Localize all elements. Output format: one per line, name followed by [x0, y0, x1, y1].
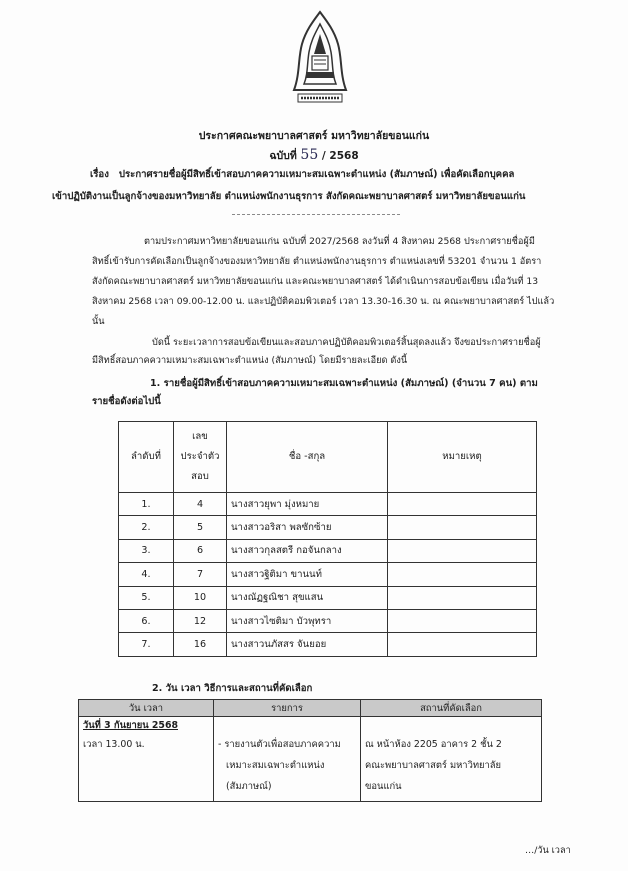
schedule-date: วันที่ 3 กันยายน 2568: [83, 720, 179, 731]
cell-name: นางสาวอริสา พลซักซ้าย: [227, 516, 388, 539]
schedule-place-line: ณ หน้าห้อง 2205 อาคาร 2 ชั้น 2: [365, 739, 502, 750]
cell-remark: [388, 563, 537, 586]
header-exam-no-line: เลข: [192, 431, 208, 442]
cell-remark: [388, 586, 537, 609]
cell-remark: [388, 609, 537, 632]
paragraph-1: [92, 232, 572, 332]
cell-order: 2.: [119, 516, 174, 539]
schedule-time: เวลา 13.00 น.: [83, 739, 145, 750]
para1-line: สิงหาคม 2568 เวลา 09.00-12.00 น. และปฏิบัติคอมพิวเตอร์ เวลา 13.30-16.30 น. ณ คณะพยาบาลศาสตร์ ไปแล้ว: [92, 296, 555, 307]
schedule-item-line: - รายงานตัวเพื่อสอบภาคความ: [218, 739, 341, 750]
cell-datetime: [79, 717, 214, 802]
cell-order: 5.: [119, 586, 174, 609]
continuation-note: …/วัน เวลา: [525, 845, 571, 856]
issue-prefix: ฉบับที่: [269, 150, 297, 162]
cell-name: นางสาวยุพา มุ่งหมาย: [227, 493, 388, 516]
cell-order: 1.: [119, 493, 174, 516]
candidate-table: [118, 421, 537, 657]
table-row: [119, 563, 537, 586]
section-2-heading: 2. วัน เวลา วิธีการและสถานที่คัดเลือก: [152, 683, 313, 694]
header-order: ลำดับที่: [119, 422, 174, 493]
schedule-place-line: คณะพยาบาลศาสตร์ มหาวิทยาลัยขอนแก่น: [365, 760, 502, 792]
university-emblem-icon: [284, 10, 356, 114]
section-1-heading: [92, 375, 592, 411]
section-1-line: รายชื่อดังต่อไปนี้: [92, 396, 161, 407]
spacer: [83, 755, 209, 801]
cell-remark: [388, 516, 537, 539]
spacer: [365, 717, 537, 734]
cell-remark: [388, 493, 537, 516]
para2-line: บัดนี้ ระยะเวลาการสอบข้อเขียนและสอบภาคปฏิบัติคอมพิวเตอร์สิ้นสุดลงแล้ว จึงขอประกาศรายชื่อผู้: [152, 337, 541, 348]
cell-remark: [388, 633, 537, 656]
schedule-header-row: [79, 700, 542, 717]
para1-line: สิทธิ์เข้ารับการคัดเลือกเป็นลูกจ้างของมหาวิทยาลัย ตำแหน่งพนักงานธุรการ ตำแหน่งเลขที่ 53201 จำนวน 1 อัตรา: [92, 256, 542, 267]
cell-name: นางสาวนภัสสร จันยอย: [227, 633, 388, 656]
subject-line-2: เข้าปฏิบัติงานเป็นลูกจ้างของมหาวิทยาลัย ตำแหน่งพนักงานธุรการ สังกัดคณะพยาบาลศาสตร์ มหาวิทยาลัยขอนแก่น: [52, 191, 526, 202]
issue-suffix: / 2568: [321, 150, 359, 162]
table-row: [119, 516, 537, 539]
cell-exam-no: 5: [174, 516, 227, 539]
cell-exam-no: 12: [174, 609, 227, 632]
cell-item: [214, 717, 361, 802]
header-datetime: วัน เวลา: [79, 700, 214, 717]
section-1-line: 1. รายชื่อผู้มีสิทธิ์เข้าสอบภาคความเหมาะสมเฉพาะตำแหน่ง (สัมภาษณ์) (จำนวน 7 คน) ตาม: [150, 378, 538, 389]
spacer: [218, 717, 356, 734]
cell-order: 6.: [119, 609, 174, 632]
table-row: [119, 609, 537, 632]
schedule-table: [78, 699, 542, 802]
announcement-issue: [0, 147, 628, 164]
header-item: รายการ: [214, 700, 361, 717]
cell-name: นางสาวกุลสตรี กอจันกลาง: [227, 539, 388, 562]
cell-name: นางณัฏฐณิชา สุขแสน: [227, 586, 388, 609]
subject-text-1: ประกาศรายชื่อผู้มีสิทธิ์เข้าสอบภาคความเหมาะสมเฉพาะตำแหน่ง (สัมภาษณ์) เพื่อคัดเลือกบุคคล: [118, 169, 515, 180]
cell-remark: [388, 539, 537, 562]
table-row: [119, 586, 537, 609]
cell-place: [361, 717, 542, 802]
subject-label: เรื่อง: [90, 169, 109, 180]
table-row: [119, 539, 537, 562]
para2-line: มีสิทธิ์สอบภาคความเหมาะสมเฉพาะตำแหน่ง (สัมภาษณ์) โดยมีรายละเอียด ดังนี้: [92, 355, 408, 366]
header-exam-no-line: ประจำตัว: [180, 451, 220, 462]
table-header-row: [119, 422, 537, 493]
cell-exam-no: 10: [174, 586, 227, 609]
cell-exam-no: 6: [174, 539, 227, 562]
schedule-item-line: (สัมภาษณ์): [226, 781, 272, 792]
cell-order: 3.: [119, 539, 174, 562]
para1-line: สังกัดคณะพยาบาลศาสตร์ มหาวิทยาลัยขอนแก่น และคณะพยาบาลศาสตร์ ได้ดำเนินการสอบข้อเขียน เมื่อวันที่ 13: [92, 276, 539, 287]
schedule-item-line: เหมาะสมเฉพาะตำแหน่ง: [226, 760, 325, 771]
cell-name: นางสาวไซติมา บัวพุทรา: [227, 609, 388, 632]
announcement-title: ประกาศคณะพยาบาลศาสตร์ มหาวิทยาลัยขอนแก่น: [198, 130, 430, 142]
subject-line-1: [90, 164, 590, 186]
subject-block: [52, 164, 590, 208]
table-row: [119, 633, 537, 656]
header-exam-no-line: สอบ: [191, 471, 209, 482]
header-exam-no: [174, 422, 227, 493]
para1-line: ตามประกาศมหาวิทยาลัยขอนแก่น ฉบับที่ 2027/2568 ลงวันที่ 4 สิงหาคม 2568 ประกาศรายชื่อผู้มี: [144, 236, 535, 247]
paragraph-2: [92, 334, 572, 370]
schedule-row: [79, 717, 542, 802]
para1-line: นั้น: [92, 316, 105, 327]
separator-line: [232, 214, 400, 215]
issue-number-handwritten: 55: [300, 147, 319, 163]
cell-order: 4.: [119, 563, 174, 586]
cell-exam-no: 16: [174, 633, 227, 656]
cell-exam-no: 7: [174, 563, 227, 586]
header-remark: หมายเหตุ: [388, 422, 537, 493]
table-row: [119, 493, 537, 516]
cell-order: 7.: [119, 633, 174, 656]
cell-exam-no: 4: [174, 493, 227, 516]
cell-name: นางสาวฐิติมา ขานนท์: [227, 563, 388, 586]
header-name: ชื่อ -สกุล: [227, 422, 388, 493]
header-place: สถานที่คัดเลือก: [361, 700, 542, 717]
